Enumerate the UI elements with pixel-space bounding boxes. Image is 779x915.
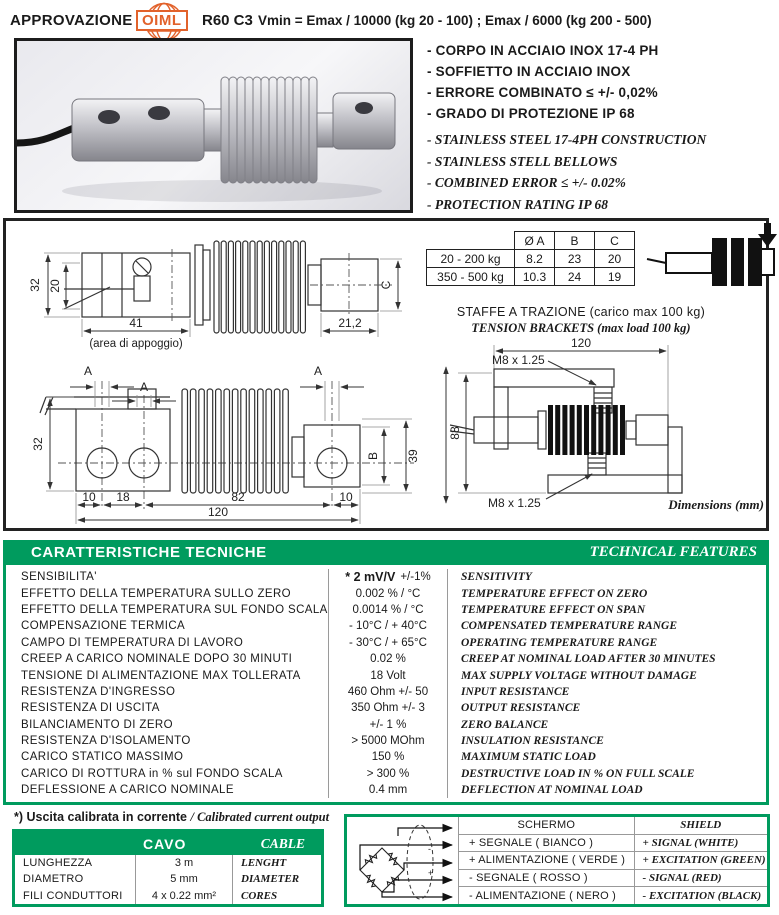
table-row xyxy=(427,268,635,286)
spec-label-en: INSULATION RESISTANCE xyxy=(461,735,604,748)
caption-italian: STAFFE A TRAZIONE (carico max 100 kg) xyxy=(456,305,706,319)
spec-label-it: RESISTENZA DI USCITA xyxy=(21,702,160,715)
spec-label-it: CAMPO DI TEMPERATURA DI LAVORO xyxy=(21,636,244,649)
oiml-class-code: R60 C3 xyxy=(202,12,253,29)
spec-label-en: SENSITIVITY xyxy=(461,571,532,584)
table-row xyxy=(459,887,767,904)
spec-label-en: COMPENSATED TEMPERATURE RANGE xyxy=(461,620,677,633)
table-row xyxy=(427,250,635,268)
spec-label-it: CARICO STATICO MASSIMO xyxy=(21,751,184,764)
range-cell: 350 - 500 kg xyxy=(427,268,515,286)
table-row xyxy=(427,232,635,250)
spec-value: > 5000 MOhm xyxy=(328,733,448,749)
dim-label: 39 xyxy=(406,449,420,463)
column-header: C xyxy=(595,232,635,250)
dim-label: 10 xyxy=(82,490,96,504)
value-cell: 20 xyxy=(595,250,635,268)
wire-label-en: - SIGNAL (RED) xyxy=(642,872,722,885)
cable-label-en: CORES xyxy=(241,889,278,902)
footnote-italian: *) Uscita calibrata in corrente xyxy=(14,810,187,824)
table-row xyxy=(459,870,767,888)
spec-row xyxy=(6,602,766,618)
dim-label: 120 xyxy=(570,336,592,350)
spec-value: 460 Ohm +/- 50 xyxy=(328,684,448,700)
technical-drawings-panel xyxy=(3,218,769,531)
spec-label-it: DEFLESSIONE A CARICO NOMINALE xyxy=(21,784,234,797)
spec-label-it: EFFETTO DELLA TEMPERATURA SULLO ZERO xyxy=(21,587,292,600)
cable-header-italian: CAVO xyxy=(143,835,187,852)
value-cell: 10.3 xyxy=(515,268,555,286)
dim-label: C xyxy=(379,280,393,290)
dim-label: A xyxy=(139,380,149,394)
spec-value: - 10°C / + 40°C xyxy=(328,618,448,634)
caption-english: TENSION BRACKETS (max load 100 kg) xyxy=(471,321,691,335)
features-english xyxy=(427,129,706,215)
feature-item: - ERRORE COMBINATO ≤ +/- 0,02% xyxy=(427,85,658,100)
wire-label-en: - EXCITATION (BLACK) xyxy=(642,889,762,902)
spec-value: +/- 1 % xyxy=(328,717,448,733)
dim-label: 18 xyxy=(116,490,130,504)
bracket-mounting-drawing xyxy=(436,327,771,513)
spec-value: 0.0014 % / °C xyxy=(328,602,448,618)
spec-value-bold: * 2 mV/V xyxy=(345,570,396,585)
spec-label-en: DESTRUCTIVE LOAD IN % ON FULL SCALE xyxy=(461,767,695,780)
load-cell-photo-illustration xyxy=(17,41,410,210)
column-header: B xyxy=(555,232,595,250)
cable-value: 3 m xyxy=(135,855,233,871)
wheatstone-bridge-diagram xyxy=(347,817,459,904)
column-header: Ø A xyxy=(515,232,555,250)
oiml-logo xyxy=(132,2,196,42)
spec-row xyxy=(6,684,766,700)
side-view-drawing xyxy=(10,225,420,351)
header xyxy=(10,4,772,36)
spec-label-en: DEFLECTION AT NOMINAL LOAD xyxy=(461,784,643,797)
dim-label: 10 xyxy=(339,490,353,504)
feature-item: - COMBINED ERROR ≤ +/- 0.02% xyxy=(427,175,626,190)
spec-value: 350 Ohm +/- 3 xyxy=(328,700,448,716)
dim-label: 21,2 xyxy=(338,316,362,330)
table-row xyxy=(459,817,767,835)
spec-row xyxy=(6,766,766,782)
spec-label-it: SENSIBILITA' xyxy=(21,571,97,584)
wire-label-en: SHIELD xyxy=(680,819,722,832)
dim-label: A xyxy=(313,364,323,378)
spec-row xyxy=(6,651,766,667)
spec-row xyxy=(6,700,766,716)
oiml-logo-text: OIML xyxy=(136,10,188,31)
spec-label-en: CREEP AT NOMINAL LOAD AFTER 30 MINUTES xyxy=(461,653,716,666)
spec-row xyxy=(6,782,766,798)
tension-bracket-silhouette xyxy=(642,223,778,303)
spec-label-it: BILANCIAMENTO DI ZERO xyxy=(21,718,173,731)
section-title-italian: CARATTERISTICHE TECNICHE xyxy=(31,544,267,561)
value-cell: 19 xyxy=(595,268,635,286)
dim-label: 32 xyxy=(28,278,42,292)
feature-item: - STAINLESS STELL BELLOWS xyxy=(427,153,618,169)
dim-label: A xyxy=(83,364,93,378)
wire-label-en: + EXCITATION (GREEN) xyxy=(642,854,766,867)
dim-label: 120 xyxy=(207,505,229,519)
cable-label-en: LENGHT xyxy=(241,857,287,870)
spec-label-it: TENSIONE DI ALIMENTAZIONE MAX TOLLERATA xyxy=(21,669,301,682)
wire-label-it: + ALIMENTAZIONE ( VERDE ) xyxy=(459,852,635,869)
spec-row xyxy=(6,618,766,634)
thread-label: M8 x 1.25 xyxy=(488,496,541,510)
features-italian xyxy=(427,40,658,124)
spec-row xyxy=(6,585,766,601)
spec-label-it: COMPENSAZIONE TERMICA xyxy=(21,620,186,633)
cable-label-it: LUNGHEZZA xyxy=(23,857,93,870)
spec-label-en: OPERATING TEMPERATURE RANGE xyxy=(461,636,658,649)
spec-label-it: RESISTENZA D'INGRESSO xyxy=(21,685,176,698)
cable-label-it: DIAMETRO xyxy=(23,873,84,886)
spec-label-it: EFFETTO DELLA TEMPERATURA SUL FONDO SCALA xyxy=(21,603,328,616)
spec-label-en: MAXIMUM STATIC LOAD xyxy=(461,751,596,764)
cable-header-english: CABLE xyxy=(260,835,305,851)
spec-value: > 300 % xyxy=(328,766,448,782)
calibration-footnote xyxy=(14,810,329,825)
spec-value: - 30°C / + 65°C xyxy=(328,635,448,651)
wire-label-it: SCHERMO xyxy=(459,817,635,834)
footnote-english: / Calibrated current output xyxy=(190,810,330,824)
wire-label-en: + SIGNAL (WHITE) xyxy=(642,836,739,849)
spec-table xyxy=(3,565,769,805)
spec-value: * 2 mV/V +/-1% xyxy=(328,569,448,585)
spec-row xyxy=(6,749,766,765)
dim-label: B xyxy=(366,451,380,461)
wire-label-it: - SEGNALE ( ROSSO ) xyxy=(459,870,635,887)
dim-label: 20 xyxy=(48,279,62,293)
cable-table-header xyxy=(15,832,321,855)
spec-row xyxy=(6,569,766,585)
thread-label: M8 x 1.25 xyxy=(492,353,545,367)
support-area-note: (area di appoggio) xyxy=(89,338,183,350)
spec-value: 0.4 mm xyxy=(328,782,448,798)
dim-label: 41 xyxy=(129,316,143,330)
spec-label-en: OUTPUT RESISTANCE xyxy=(461,702,581,715)
spec-row xyxy=(6,635,766,651)
feature-item: - CORPO IN ACCIAIO INOX 17-4 PH xyxy=(427,43,659,58)
product-photo xyxy=(14,38,413,213)
section-title-english: TECHNICAL FEATURES xyxy=(589,544,757,560)
table-row xyxy=(459,852,767,870)
svg-text:+: + xyxy=(427,867,433,878)
cable-label-en: DIAMETER xyxy=(241,873,300,886)
spec-value: 150 % xyxy=(328,749,448,765)
table-row xyxy=(15,888,321,904)
spec-value: 0.02 % xyxy=(328,651,448,667)
dim-label: 88 xyxy=(448,426,462,440)
value-cell: 23 xyxy=(555,250,595,268)
spec-label-it: RESISTENZA D'ISOLAMENTO xyxy=(21,735,191,748)
spec-label-en: TEMPERATURE EFFECT ON ZERO xyxy=(461,587,648,600)
feature-item: - GRADO DI PROTEZIONE IP 68 xyxy=(427,106,635,121)
cable-value: 5 mm xyxy=(135,871,233,887)
wiring-rows xyxy=(459,817,767,904)
spec-label-it: CARICO DI ROTTURA in % sul FONDO SCALA xyxy=(21,767,283,780)
feature-item: - SOFFIETTO IN ACCIAIO INOX xyxy=(427,64,631,79)
table-row xyxy=(15,855,321,871)
blank-cell xyxy=(427,232,515,250)
wire-label-it: - ALIMENTAZIONE ( NERO ) xyxy=(459,887,635,904)
spec-value: 18 Volt xyxy=(328,667,448,683)
spec-label-en: TEMPERATURE EFFECT ON SPAN xyxy=(461,603,646,616)
wiring-table xyxy=(344,814,770,907)
units-note: Dimensions (mm) xyxy=(668,497,764,512)
table-row xyxy=(459,835,767,853)
vmin-formula: Vmin = Emax / 10000 (kg 20 - 100) ; Emax / 6000 (kg 200 - 500) xyxy=(258,13,652,28)
cable-value: 4 x 0.22 mm² xyxy=(135,888,233,904)
dim-label: 32 xyxy=(31,437,45,451)
bridge-circuit-icon xyxy=(348,818,458,904)
range-cell: 20 - 200 kg xyxy=(427,250,515,268)
cable-table xyxy=(12,829,324,907)
spec-row xyxy=(6,717,766,733)
spec-label-en: ZERO BALANCE xyxy=(461,718,549,731)
spec-label-en: MAX SUPPLY VOLTAGE WITHOUT DAMAGE xyxy=(461,669,697,682)
spec-row xyxy=(6,667,766,683)
dimension-table xyxy=(426,231,635,286)
dim-label: 82 xyxy=(231,490,245,504)
spec-label-it: CREEP A CARICO NOMINALE DOPO 30 MINUTI xyxy=(21,653,293,666)
svg-text:-: - xyxy=(427,843,431,854)
spec-label-en: INPUT RESISTANCE xyxy=(461,685,570,698)
spec-row xyxy=(6,733,766,749)
value-cell: 24 xyxy=(555,268,595,286)
cable-label-it: FILI CONDUTTORI xyxy=(23,889,123,902)
tech-section-header xyxy=(3,540,769,565)
wire-label-it: + SEGNALE ( BIANCO ) xyxy=(459,835,635,852)
front-view-drawing xyxy=(10,351,422,529)
feature-item: - PROTECTION RATING IP 68 xyxy=(427,196,609,212)
spec-value: 0.002 % / °C xyxy=(328,585,448,601)
table-row xyxy=(15,871,321,887)
feature-item: - STAINLESS STEEL 17-4PH CONSTRUCTION xyxy=(427,132,707,147)
value-cell: 8.2 xyxy=(515,250,555,268)
approvazione-label: APPROVAZIONE xyxy=(10,12,133,29)
